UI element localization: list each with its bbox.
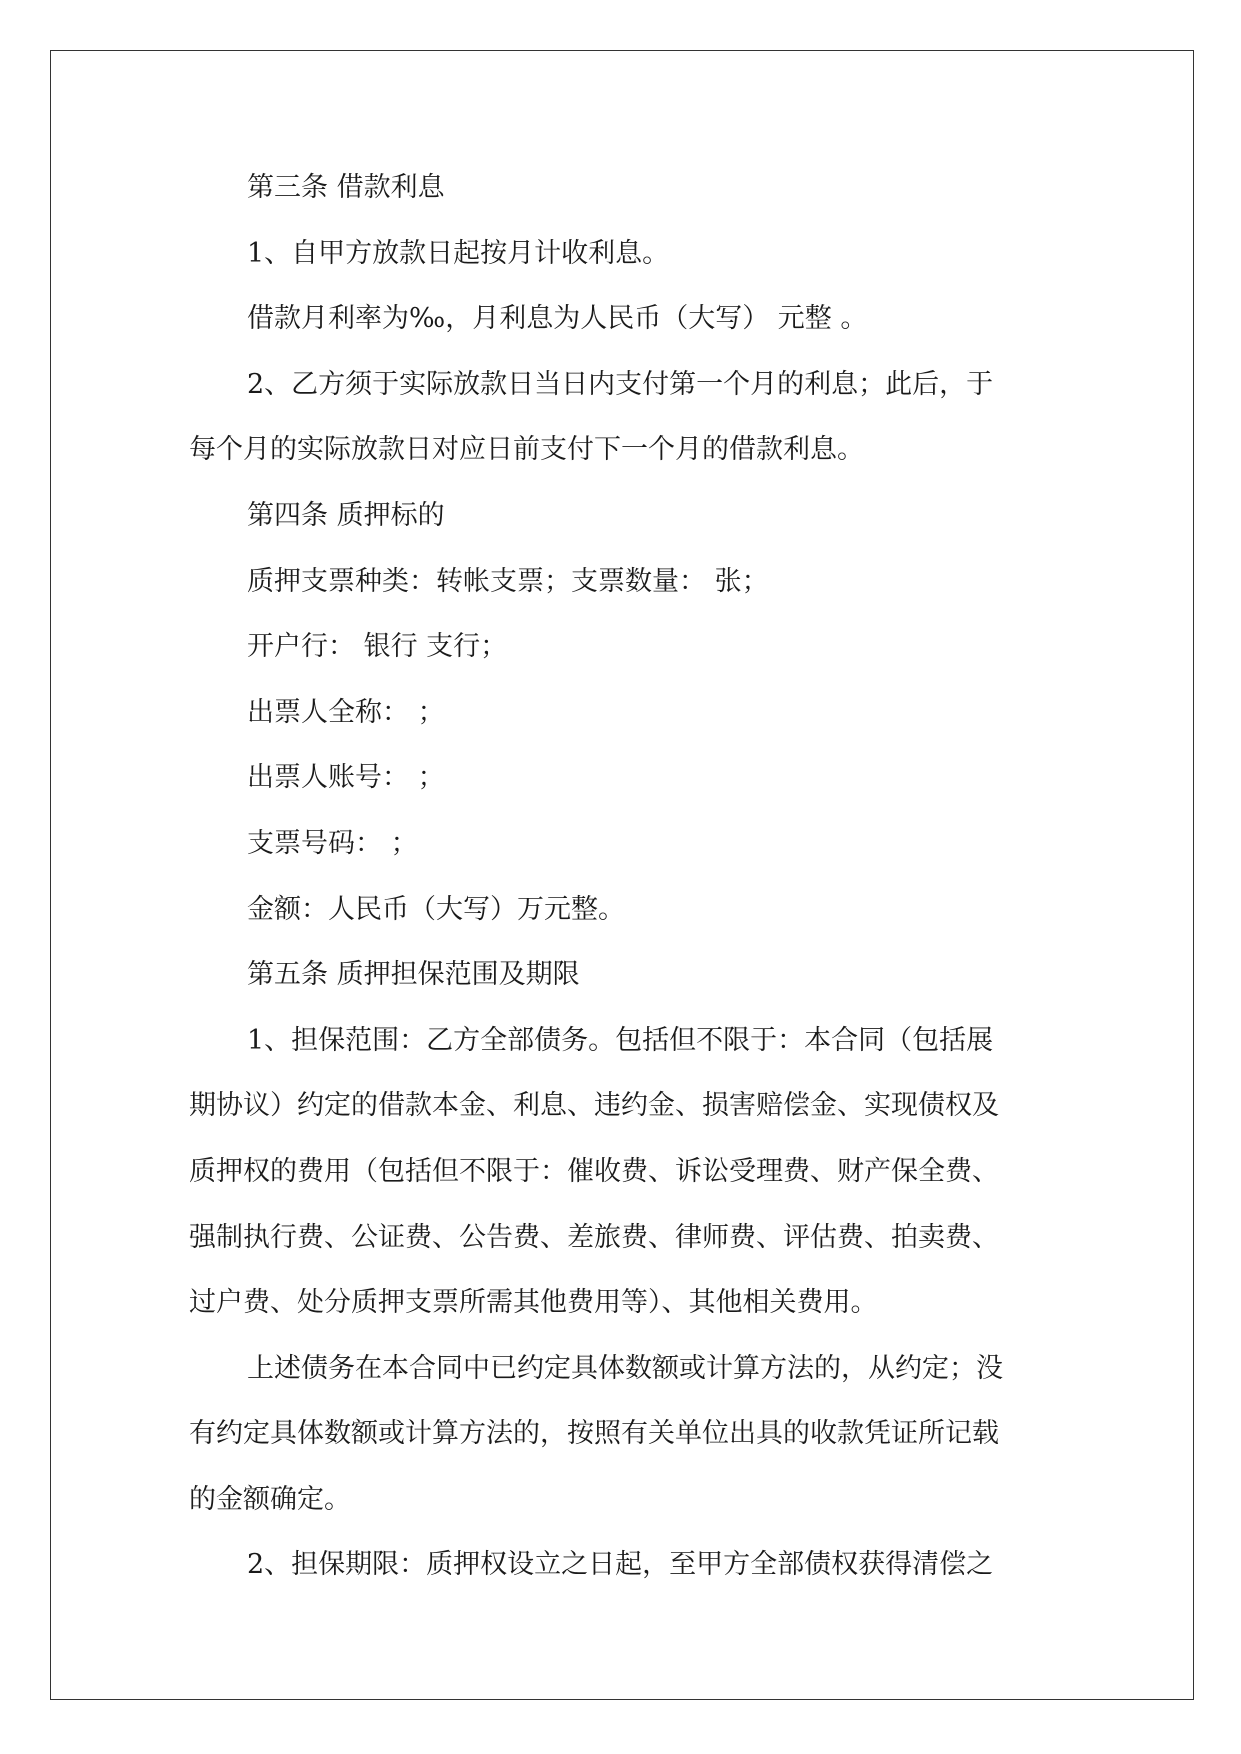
paragraph	[189, 352, 1069, 483]
text-line: 的金额确定。	[189, 1483, 351, 1515]
paragraph	[189, 942, 1069, 1008]
text-line: 金额：人民币（大写）万元整。	[247, 893, 625, 925]
paragraph	[189, 155, 1069, 221]
text-line: 第三条 借款利息	[247, 172, 445, 203]
text-line: 上述债务在本合同中已约定具体数额或计算方法的，从约定；没	[247, 1352, 1003, 1384]
text-line: 2、担保期限：质押权设立之日起，至甲方全部债权获得清偿之	[247, 1549, 994, 1581]
text-line: 1、自甲方放款日起按月计收利息。	[247, 237, 670, 269]
text-line: 2、乙方须于实际放款日当日内支付第一个月的利息；此后，于	[247, 368, 994, 400]
paragraph	[189, 549, 1069, 615]
paragraph	[189, 614, 1069, 680]
text-line: 质押权的费用（包括但不限于：催收费、诉讼受理费、财产保全费、	[189, 1155, 999, 1187]
text-line: 出票人账号： ；	[247, 762, 445, 794]
document-body	[189, 155, 1069, 1598]
text-line: 第四条 质押标的	[247, 499, 445, 531]
paragraph	[189, 1532, 1069, 1598]
text-line: 有约定具体数额或计算方法的，按照有关单位出具的收款凭证所记载	[189, 1418, 999, 1450]
text-line: 质押支票种类：转帐支票；支票数量： 张；	[247, 565, 769, 597]
text-line: 第五条 质押担保范围及期限	[247, 959, 580, 991]
paragraph	[189, 745, 1069, 811]
text-line: 期协议）约定的借款本金、利息、违约金、损害赔偿金、实现债权及	[189, 1090, 999, 1122]
paragraph	[189, 286, 1069, 352]
paragraph	[189, 811, 1069, 877]
paragraph	[189, 877, 1069, 943]
paragraph	[189, 221, 1069, 287]
text-line: 每个月的实际放款日对应日前支付下一个月的借款利息。	[189, 434, 864, 466]
text-line: 过户费、处分质押支票所需其他费用等）、其他相关费用。	[189, 1287, 878, 1319]
paragraph	[189, 680, 1069, 746]
text-line: 支票号码： ；	[247, 827, 418, 859]
text-line: 开户行： 银行 支行；	[247, 631, 508, 663]
paragraph	[189, 1336, 1069, 1533]
text-line: 借款月利率为‰，月利息为人民币（大写） 元整 。	[247, 303, 868, 335]
text-line: 1、担保范围：乙方全部债务。包括但不限于：本合同（包括展	[247, 1024, 994, 1056]
paragraph	[189, 483, 1069, 549]
paragraph	[189, 1008, 1069, 1336]
text-line: 强制执行费、公证费、公告费、差旅费、律师费、评估费、拍卖费、	[189, 1221, 999, 1253]
text-line: 出票人全称： ；	[247, 696, 445, 728]
